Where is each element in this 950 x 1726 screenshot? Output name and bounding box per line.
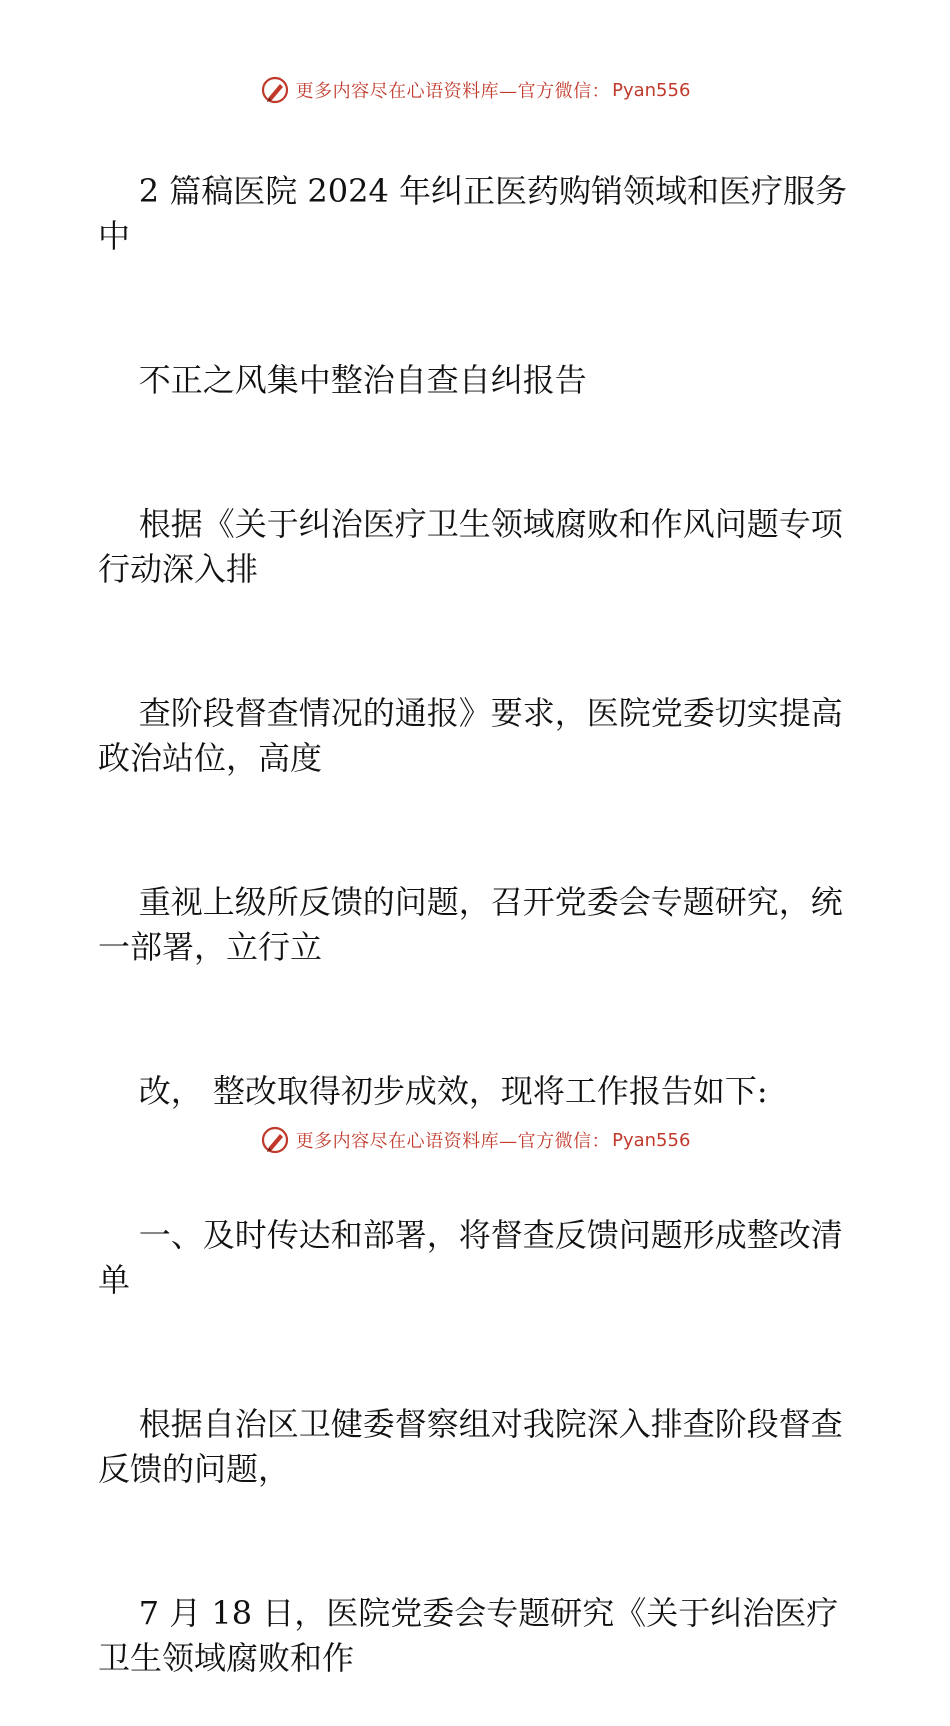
text-line: 2 篇稿医院 2024 年纠正医药购销领域和医疗服务中 [98,172,848,255]
footer-watermark-banner [0,1122,950,1158]
text-line: 一、及时传达和部署，将督查反馈问题形成整改清单 [98,1216,843,1299]
document-body [98,124,858,1726]
text-line: 查阶段督查情况的通报》要求，医院党委切实提高政治站位，高度 [98,694,843,777]
paragraph [98,1546,858,1726]
title-line-1 [98,124,858,304]
text-line: 改， 整改取得初步成效，现将工作报告如下: [138,1072,768,1110]
text-line: 7 月 18 日，医院党委会专题研究《关于纠治医疗卫生领域腐败和作 [98,1594,839,1677]
banner-wechat-id: Pyan556 [612,1129,691,1151]
text-line: 重视上级所反馈的问题，召开党委会专题研究，统一部署，立行立 [98,883,843,966]
banner-wechat-id: Pyan556 [612,79,691,101]
section-heading [98,1168,858,1348]
banner-text: 更多内容尽在心语资料库—官方微信： [295,81,611,102]
paragraph [98,646,858,826]
pen-logo-icon [260,1125,290,1155]
text-line: 根据自治区卫健委督察组对我院深入排查阶段督查反馈的问题， [98,1405,843,1488]
paragraph [98,835,858,1015]
paragraph [98,457,858,637]
header-watermark-banner [0,72,950,108]
text-line: 根据《关于纠治医疗卫生领域腐败和作风问题专项行动深入排 [98,505,843,588]
pen-logo-icon [260,75,290,105]
banner-text: 更多内容尽在心语资料库—官方微信： [295,1131,611,1152]
text-line: 不正之风集中整治自查自纠报告 [138,361,587,399]
title-line-2 [98,313,858,448]
paragraph [98,1357,858,1537]
